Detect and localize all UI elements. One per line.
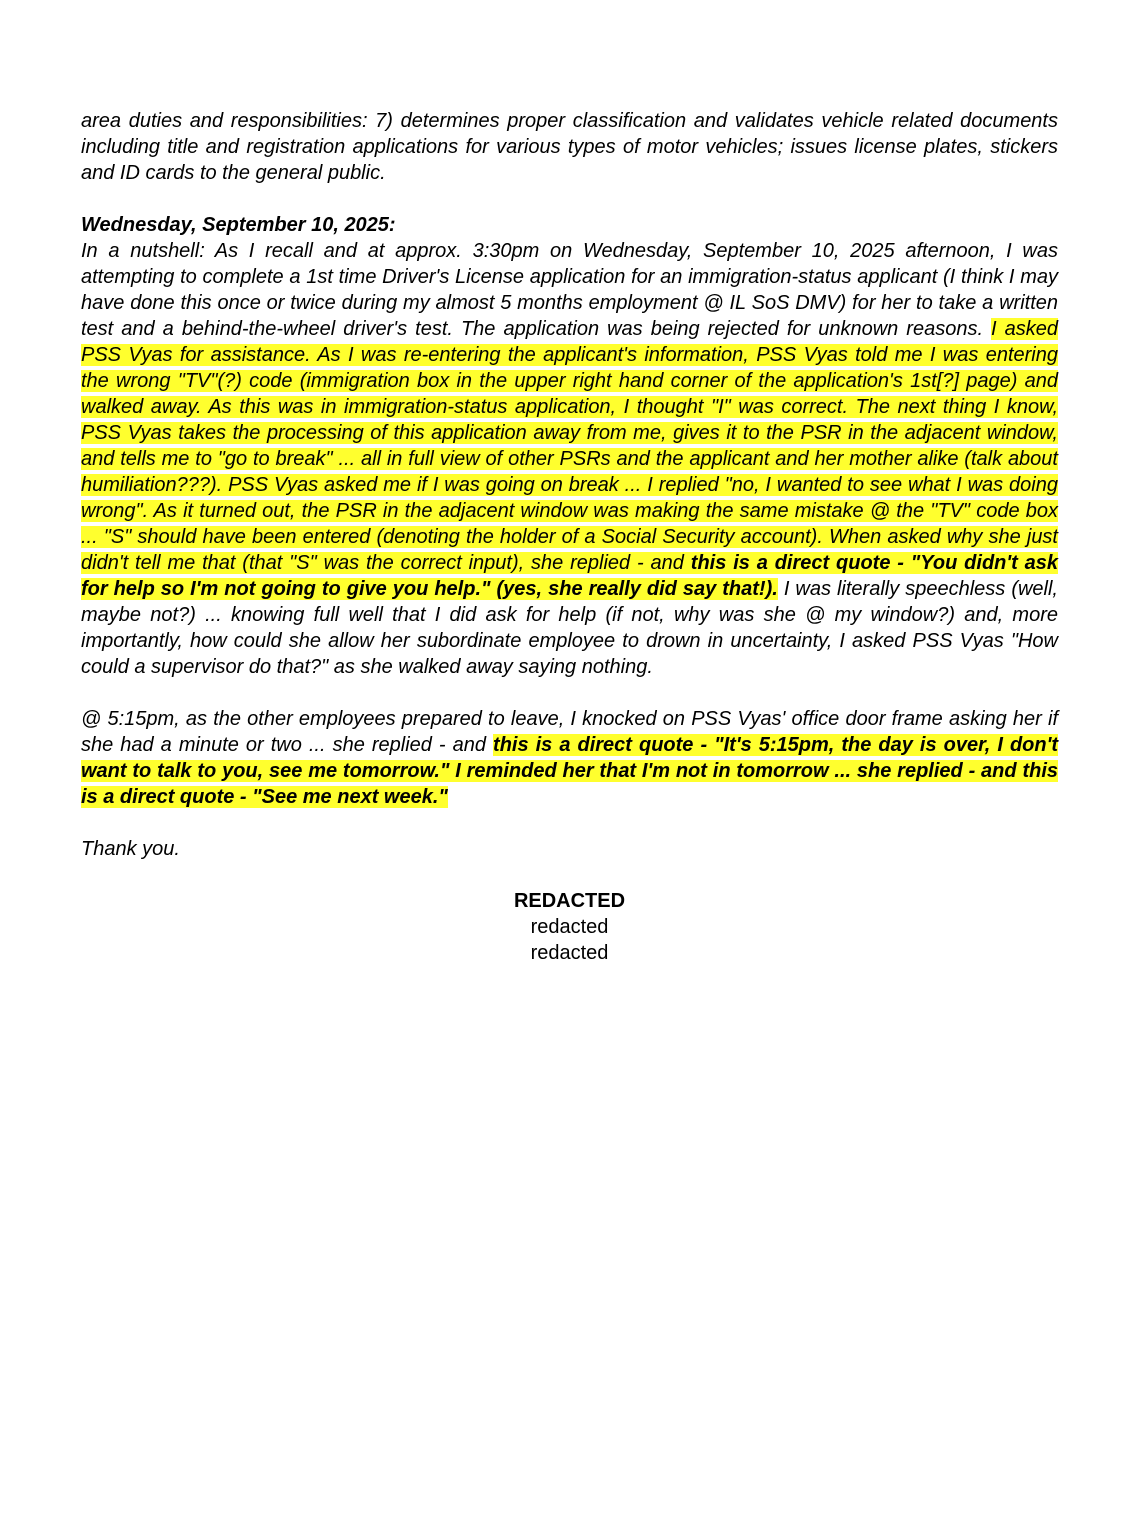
spacer <box>81 186 1058 212</box>
signature-name: REDACTED <box>513 890 626 912</box>
followup-paragraph <box>81 706 1058 810</box>
closing-text: Thank you. <box>81 838 180 860</box>
spacer <box>81 680 1058 706</box>
followup-plain-text: @ 5:15pm, as the other employees prepared to leave, I knocked on PSS Vyas' office door frame asking her if she had a minute or two ... she replied - and <box>81 708 1058 756</box>
spacer <box>81 862 1058 888</box>
incident-highlighted-text: I asked PSS Vyas for assistance. As I was re-entering the applicant's information, PSS Vyas told me I was entering the wrong "TV"(?) code (immigration box in the upper right hand corner of the application's 1st[?] page) and walked away. As this was in immigration-status application, I thought "I" was correct. The next thing I know, PSS Vyas takes the processing of this application away from me, gives it to the PSR in the adjacent window, and tells me to "go to break" ... all in full view of other PSRs and the applicant and her mother alike (talk about humiliation???). PSS Vyas asked me if I was going on break ... I replied "no, I wanted to see what I was doing wrong". As it turned out, the PSR in the adjacent window was making the same mistake @ the "TV" code box ... "S" should have been entered (denoting the holder of a Social Security account). When asked why she just didn't tell me that (that "S" was the correct input), she replied - and <box>81 318 1059 574</box>
incident-paragraph <box>81 238 1058 680</box>
signature-line-1: redacted <box>530 916 609 938</box>
section-heading: Wednesday, September 10, 2025: <box>81 214 396 236</box>
followup-direct-quote: this is a direct quote - "It's 5:15pm, the day is over, I don't want to talk to you, see me tomorrow." I reminded her that I'm not in tomorrow ... she replied - and this is a direct quote - "See me next week." <box>81 734 1059 808</box>
document-page <box>81 108 1058 966</box>
signature-line-2: redacted <box>530 942 609 964</box>
incident-plain-text: In a nutshell: As I recall and at approx. 3:30pm on Wednesday, September 10, 2025 afternoon, I was attempting to complete a 1st time Driver's License application for an immigration-status applicant (I think I may have done this once or twice during my almost 5 months employment @ IL SoS DMV) for her to take a written test and a behind-the-wheel driver's test. The application was being rejected for unknown reasons. <box>81 240 1058 340</box>
signature-block <box>81 888 1058 966</box>
incident-direct-quote: this is a direct quote - "You didn't ask for help so I'm not going to give you help." (yes, she really did say that!). <box>81 552 1059 600</box>
incident-tail-text: I was literally speechless (well, maybe not?) ... knowing full well that I did ask for help (if not, why was she @ my window?) and, more importantly, how could she allow her subordinate employee to drown in uncertainty, I asked PSS Vyas "How could a supervisor do that?" as she walked away saying nothing. <box>81 578 1058 678</box>
spacer <box>81 810 1058 836</box>
intro-paragraph: area duties and responsibilities: 7) determines proper classification and validates vehicle related documents including title and registration applications for various types of motor vehicles; issues license plates, stickers and ID cards to the general public. <box>81 110 1058 184</box>
